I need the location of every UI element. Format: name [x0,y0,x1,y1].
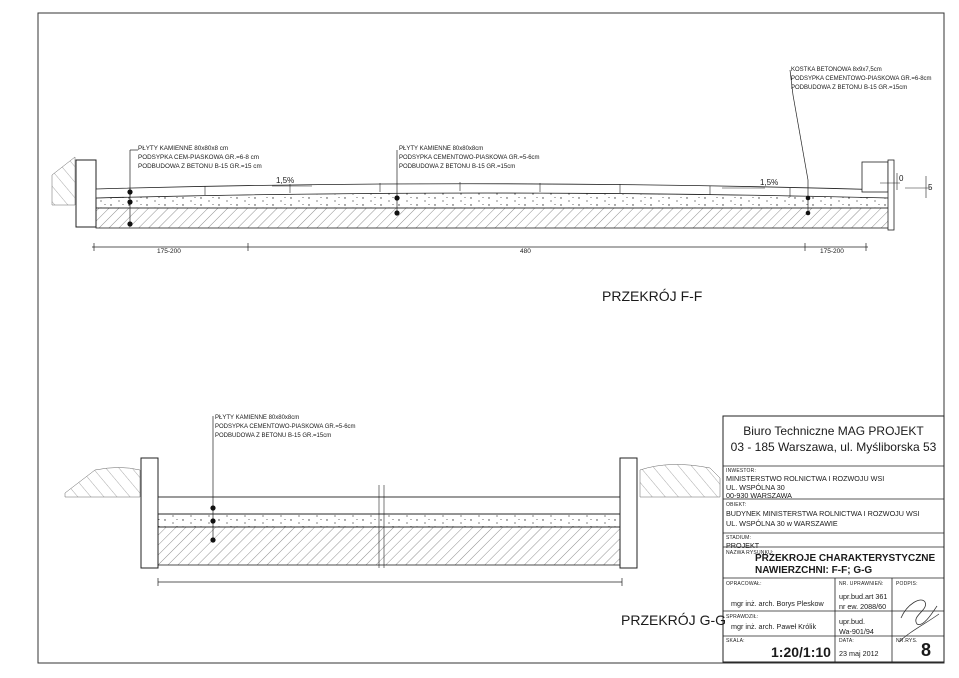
checked-license-1: upr.bud. [839,617,865,626]
office-address: 03 - 185 Warszawa, ul. Myśliborska 53 [730,440,937,454]
signature-caption: PODPIS: [896,581,918,587]
drawing-name-1: PRZEKROJE CHARAKTERYSTYCZNE [755,553,936,564]
ff-level-5: 5 [928,183,933,192]
investor-caption: INWESTOR: [726,468,757,474]
ff-left-layer-1: PŁYTY KAMIENNE 80x80x8 cm [138,145,229,152]
object-line-2: UL. WSPÓLNA 30 w WARSZAWIE [726,519,838,528]
office-name: Biuro Techniczne MAG PROJEKT [743,424,924,438]
sheet-number: 8 [921,640,932,660]
gg-layer-1: PŁYTY KAMIENNE 80x80x8cm [215,415,300,421]
gg-layer-3: PODBUDOWA Z BETONU B-15 GR.=15cm [215,433,332,439]
checked-caption: SPRAWDZIŁ: [726,614,759,620]
ff-dim-right: 175-200 [820,248,844,255]
section-ff-title: PRZEKRÓJ F-F [602,288,703,304]
ff-dim-left: 175-200 [157,248,181,255]
checked-by: mgr inż. arch. Paweł Królik [731,622,817,631]
date-caption: DATA: [839,638,854,644]
prepared-license-1: upr.bud.art 361 [839,592,888,601]
ff-dim-mid: 480 [520,248,531,255]
ff-slope-right: 1,5% [760,178,779,187]
ff-mid-layer-1: PŁYTY KAMIENNE 80x80x8cm [399,146,484,152]
prepared-caption: OPRACOWAŁ: [726,581,762,587]
drawing-name-2: NAWIERZCHNI: F-F; G-G [755,565,873,576]
sheet-caption: NR.RYS. [896,638,918,644]
prepared-by: mgr inż. arch. Borys Pleskow [731,599,824,608]
date-value: 23 maj 2012 [839,649,879,658]
investor-line-1: MINISTERSTWO ROLNICTWA I ROZWOJU WSI [726,474,885,483]
object-caption: OBIEKT: [726,502,747,508]
object-line-1: BUDYNEK MINISTERSTWA ROLNICTWA I ROZWOJU WSI [726,509,920,518]
ff-right-layer-2: PODSYPKA CEMENTOWO-PIASKOWA GR.=6-8cm [791,76,932,82]
scale-caption: SKALA: [726,638,745,644]
checked-license-2: Wa-901/94 [839,627,874,636]
ff-right-layer-3: PODBUDOWA Z BETONU B-15 GR.=15cm [791,85,908,91]
investor-line-2: UL. WSPÓLNA 30 [726,483,785,492]
investor-line-3: 00-930 WARSZAWA [726,491,792,500]
ff-left-layer-3: PODBUDOWA Z BETONU B-15 GR.=15 cm [138,163,262,170]
prepared-license-2: nr ew. 2088/60 [839,602,887,611]
stage-value: PROJEKT [726,541,760,550]
ff-level-0: 0 [899,174,904,183]
drawing-caption: NAZWA RYSUNKU: [726,550,774,556]
ff-right-layer-1: KOSTKA BETONOWA 8x9x7,5cm [791,67,882,73]
ff-mid-layer-2: PODSYPKA CEMENTOWO-PIASKOWA GR.=5-6cm [399,155,540,161]
section-gg-drawing [65,416,720,586]
stage-caption: STADIUM: [726,535,752,541]
scale-value: 1:20/1:10 [771,644,831,660]
signature-scribble [895,584,943,646]
ff-left-layer-2: PODSYPKA CEM-PIASKOWA GR.=6-8 cm [138,154,260,161]
ff-slope-left: 1,5% [276,176,295,185]
ff-mid-layer-3: PODBUDOWA Z BETONU B-15 GR.=15cm [399,164,516,170]
title-block [723,416,944,662]
gg-layer-2: PODSYPKA CEMENTOWO-PIASKOWA GR.=5-6cm [215,424,356,430]
license-caption: NR. UPRAWNIEŃ: [839,581,884,587]
section-gg-title: PRZEKRÓJ G-G [621,612,727,628]
